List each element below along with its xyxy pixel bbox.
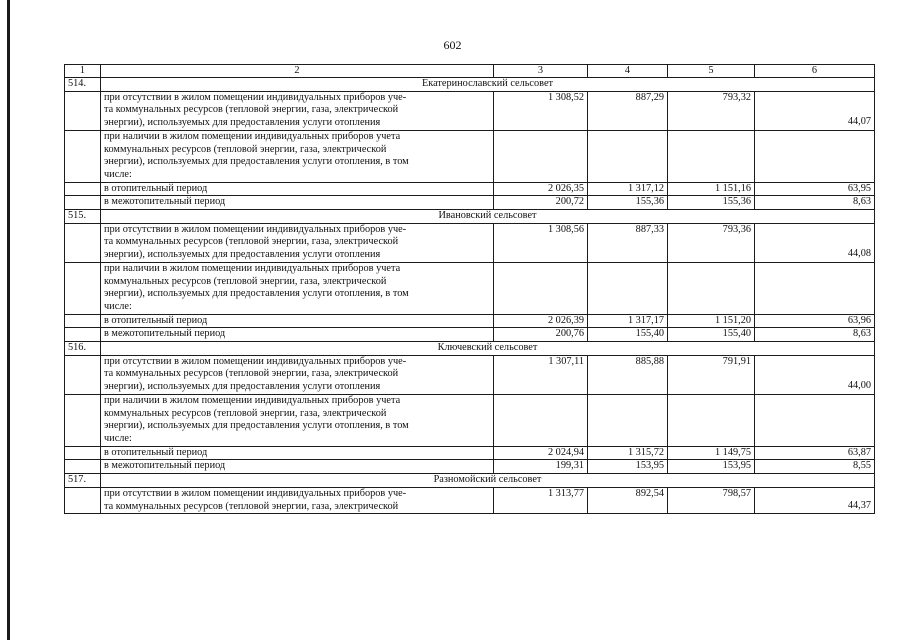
value-cell-6: 44,37: [755, 487, 875, 513]
tariff-table-body: [65, 65, 875, 514]
header-row: [65, 65, 875, 78]
value-cell-3: 1 308,52: [494, 91, 588, 130]
value-cell-5: 791,91: [668, 355, 755, 394]
description-cell: [101, 394, 494, 446]
section-id: 516.: [65, 342, 101, 356]
description-line: та коммунальных ресурсов (тепловой энергии, газа, электрической: [104, 500, 399, 512]
value-cell-5: [668, 262, 755, 314]
description-line: в отопительный период: [104, 446, 208, 458]
section-id: 514.: [65, 78, 101, 92]
value-cell-6: 63,96: [755, 314, 875, 328]
value-cell-3: 199,31: [494, 460, 588, 474]
value-cell-6: 44,00: [755, 355, 875, 394]
section-id: 515.: [65, 210, 101, 224]
value-cell-6: [755, 394, 875, 446]
value-cell-4: [588, 394, 668, 446]
value-cell-3: 200,76: [494, 328, 588, 342]
description-line: числе:: [104, 300, 132, 312]
description-line: при наличии в жилом помещении индивидуальных приборов учета: [104, 262, 401, 274]
table-row: [65, 262, 875, 314]
header-cell-2: 2: [101, 65, 494, 78]
description-line: при отсутствии в жилом помещении индивидуальных приборов уче-: [104, 223, 407, 235]
description-cell: [101, 182, 494, 196]
value-cell-4: 153,95: [588, 460, 668, 474]
description-line: энергии), используемых для предоставления услуги отопления: [104, 249, 381, 261]
description-line: энергии), используемых для предоставления услуги отопления: [104, 117, 381, 129]
description-line: при отсутствии в жилом помещении индивидуальных приборов уче-: [104, 487, 407, 499]
description-line: та коммунальных ресурсов (тепловой энергии, газа, электрической: [104, 236, 399, 248]
value-cell-4: 155,36: [588, 196, 668, 210]
value-cell-5: 1 151,20: [668, 314, 755, 328]
description-line: при наличии в жилом помещении индивидуальных приборов учета: [104, 130, 401, 142]
table-row: [65, 182, 875, 196]
description-line: энергии), используемых для предоставления услуги отопления, в том: [104, 420, 409, 432]
description-cell: [101, 355, 494, 394]
table-row: [65, 223, 875, 262]
value-cell-3: 2 024,94: [494, 446, 588, 460]
description-line: энергии), используемых для предоставления услуги отопления, в том: [104, 288, 409, 300]
table-row: [65, 460, 875, 474]
value-cell-4: 1 317,17: [588, 314, 668, 328]
value-cell-4: 885,88: [588, 355, 668, 394]
row-index-cell: [65, 328, 101, 342]
description-line: в отопительный период: [104, 182, 208, 194]
table-row: [65, 130, 875, 182]
description-cell: [101, 460, 494, 474]
value-cell-3: 1 308,56: [494, 223, 588, 262]
description-line: коммунальных ресурсов (тепловой энергии, газа, электрической: [104, 407, 387, 419]
value-cell-6: 63,95: [755, 182, 875, 196]
row-index-cell: [65, 196, 101, 210]
description-line: при наличии в жилом помещении индивидуальных приборов учета: [104, 394, 401, 406]
row-index-cell: [65, 394, 101, 446]
description-line: числе:: [104, 168, 132, 180]
section-name: Екатеринославский сельсовет: [101, 78, 875, 92]
row-index-cell: [65, 262, 101, 314]
description-line: энергии), используемых для предоставления услуги отопления: [104, 381, 381, 393]
value-cell-3: 1 313,77: [494, 487, 588, 513]
value-cell-3: [494, 130, 588, 182]
description-line: в отопительный период: [104, 314, 208, 326]
value-cell-6: 44,08: [755, 223, 875, 262]
scan-edge-line: [7, 0, 10, 640]
description-cell: [101, 223, 494, 262]
value-cell-4: 1 317,12: [588, 182, 668, 196]
section-row: [65, 210, 875, 224]
description-line: при отсутствии в жилом помещении индивидуальных приборов уче-: [104, 91, 407, 103]
description-line: коммунальных ресурсов (тепловой энергии, газа, электрической: [104, 143, 387, 155]
value-cell-6: 8,55: [755, 460, 875, 474]
section-name: Ивановский сельсовет: [101, 210, 875, 224]
page-number: 602: [443, 38, 462, 52]
value-cell-6: 8,63: [755, 196, 875, 210]
value-cell-5: 1 151,16: [668, 182, 755, 196]
section-row: [65, 342, 875, 356]
value-cell-4: 1 315,72: [588, 446, 668, 460]
value-cell-6: [755, 130, 875, 182]
row-index-cell: [65, 355, 101, 394]
value-cell-4: 892,54: [588, 487, 668, 513]
value-cell-3: [494, 262, 588, 314]
description-line: в межотопительный период: [104, 460, 226, 472]
table-row: [65, 446, 875, 460]
value-cell-4: 155,40: [588, 328, 668, 342]
description-cell: [101, 91, 494, 130]
value-cell-4: [588, 262, 668, 314]
table-row: [65, 91, 875, 130]
table-row: [65, 355, 875, 394]
value-cell-5: 155,36: [668, 196, 755, 210]
value-cell-5: [668, 130, 755, 182]
header-cell-6: 6: [755, 65, 875, 78]
description-line: в межотопительный период: [104, 196, 226, 208]
table-row: [65, 487, 875, 513]
table-row: [65, 196, 875, 210]
row-index-cell: [65, 314, 101, 328]
value-cell-5: 793,32: [668, 91, 755, 130]
header-cell-4: 4: [588, 65, 668, 78]
description-line: та коммунальных ресурсов (тепловой энергии, газа, электрической: [104, 368, 399, 380]
table-row: [65, 394, 875, 446]
section-row: [65, 474, 875, 488]
description-cell: [101, 446, 494, 460]
value-cell-5: 1 149,75: [668, 446, 755, 460]
value-cell-3: 1 307,11: [494, 355, 588, 394]
value-cell-6: 44,07: [755, 91, 875, 130]
value-cell-3: 2 026,35: [494, 182, 588, 196]
header-cell-3: 3: [494, 65, 588, 78]
row-index-cell: [65, 460, 101, 474]
value-cell-3: 200,72: [494, 196, 588, 210]
description-line: в межотопительный период: [104, 328, 226, 340]
value-cell-3: 2 026,39: [494, 314, 588, 328]
value-cell-5: 153,95: [668, 460, 755, 474]
row-index-cell: [65, 91, 101, 130]
section-name: Ключевский сельсовет: [101, 342, 875, 356]
value-cell-6: [755, 262, 875, 314]
description-line: числе:: [104, 432, 132, 444]
row-index-cell: [65, 182, 101, 196]
value-cell-5: 798,57: [668, 487, 755, 513]
value-cell-3: [494, 394, 588, 446]
value-cell-5: 155,40: [668, 328, 755, 342]
value-cell-6: 8,63: [755, 328, 875, 342]
row-index-cell: [65, 130, 101, 182]
row-index-cell: [65, 446, 101, 460]
value-cell-4: 887,29: [588, 91, 668, 130]
value-cell-6: 63,87: [755, 446, 875, 460]
description-cell: [101, 328, 494, 342]
section-id: 517.: [65, 474, 101, 488]
description-line: та коммунальных ресурсов (тепловой энергии, газа, электрической: [104, 104, 399, 116]
description-cell: [101, 487, 494, 513]
row-index-cell: [65, 223, 101, 262]
description-cell: [101, 196, 494, 210]
row-index-cell: [65, 487, 101, 513]
table-row: [65, 328, 875, 342]
value-cell-5: [668, 394, 755, 446]
description-line: коммунальных ресурсов (тепловой энергии, газа, электрической: [104, 275, 387, 287]
value-cell-5: 793,36: [668, 223, 755, 262]
description-line: при отсутствии в жилом помещении индивидуальных приборов уче-: [104, 355, 407, 367]
header-cell-5: 5: [668, 65, 755, 78]
section-row: [65, 78, 875, 92]
value-cell-4: 887,33: [588, 223, 668, 262]
value-cell-4: [588, 130, 668, 182]
description-cell: [101, 262, 494, 314]
description-cell: [101, 314, 494, 328]
table-row: [65, 314, 875, 328]
section-name: Разномойский сельсовет: [101, 474, 875, 488]
header-cell-1: 1: [65, 65, 101, 78]
description-line: энергии), используемых для предоставления услуги отопления, в том: [104, 156, 409, 168]
description-cell: [101, 130, 494, 182]
tariff-table: [64, 64, 875, 514]
